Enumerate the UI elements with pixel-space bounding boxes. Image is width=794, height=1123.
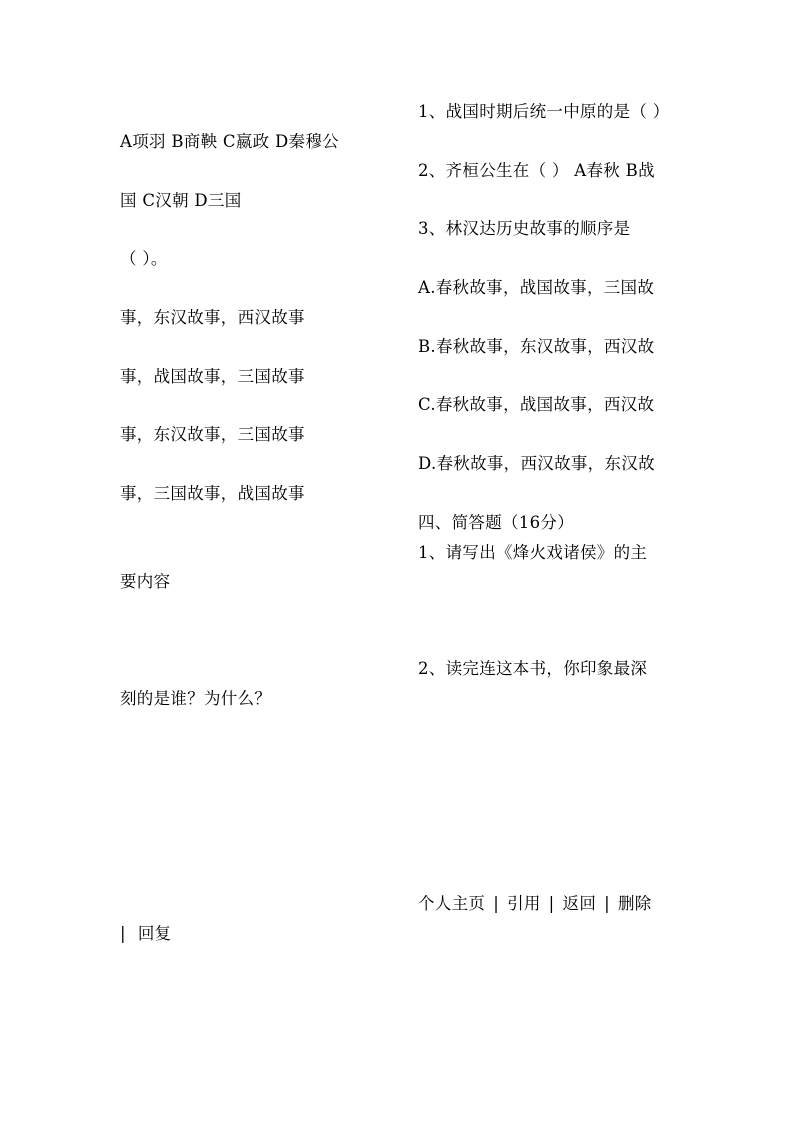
option-a-line-2: 事，东汉故事，西汉故事 xyxy=(120,308,305,327)
separator: | xyxy=(604,894,610,913)
short-question-1: 1、请写出《烽火戏诸侯》的主 xyxy=(418,543,648,562)
question-3-tail: （ ）。 xyxy=(120,249,168,268)
short-question-2: 2、读完连这本书，你印象最深 xyxy=(418,659,648,678)
question-1: 1、战国时期后统一中原的是（ ） xyxy=(418,102,670,121)
separator: | xyxy=(493,894,500,913)
option-c-line-2: 事，东汉故事，三国故事 xyxy=(120,425,305,444)
option-b-line-1: B.春秋故事，东汉故事，西汉故 xyxy=(418,337,655,356)
option-d-line-1: D.春秋故事，西汉故事，东汉故 xyxy=(418,454,655,473)
reply-link[interactable]: 回复 xyxy=(137,924,172,943)
back-link[interactable]: 返回 xyxy=(562,894,597,913)
footer-links-wrap xyxy=(120,923,171,945)
short-question-2-tail: 刻的是谁？为什么？ xyxy=(120,689,272,708)
option-b-line-2: 事，战国故事，三国故事 xyxy=(120,367,305,386)
home-link[interactable]: 个人主页 xyxy=(418,894,486,913)
option-c-line-1: C.春秋故事，战国故事，西汉故 xyxy=(418,395,655,414)
quote-link[interactable]: 引用 xyxy=(507,894,541,913)
delete-link[interactable]: 删除 xyxy=(618,894,652,913)
footer-links xyxy=(418,893,652,915)
separator: | xyxy=(120,924,126,943)
question-2: 2、齐桓公生在（ ） A春秋 B战 xyxy=(418,161,655,180)
question-1-options: A项羽 B商鞅 C嬴政 D秦穆公 xyxy=(120,132,339,151)
option-d-line-2: 事，三国故事，战国故事 xyxy=(120,484,305,503)
question-2-options: 国 C汉朝 D三国 xyxy=(120,191,242,210)
short-question-1-tail: 要内容 xyxy=(120,572,171,591)
option-a-line-1: A.春秋故事，战国故事，三国故 xyxy=(418,278,655,297)
separator: | xyxy=(548,894,555,913)
section-heading: 四、简答题（16分） xyxy=(418,513,574,532)
question-3: 3、林汉达历史故事的顺序是 xyxy=(418,219,631,238)
